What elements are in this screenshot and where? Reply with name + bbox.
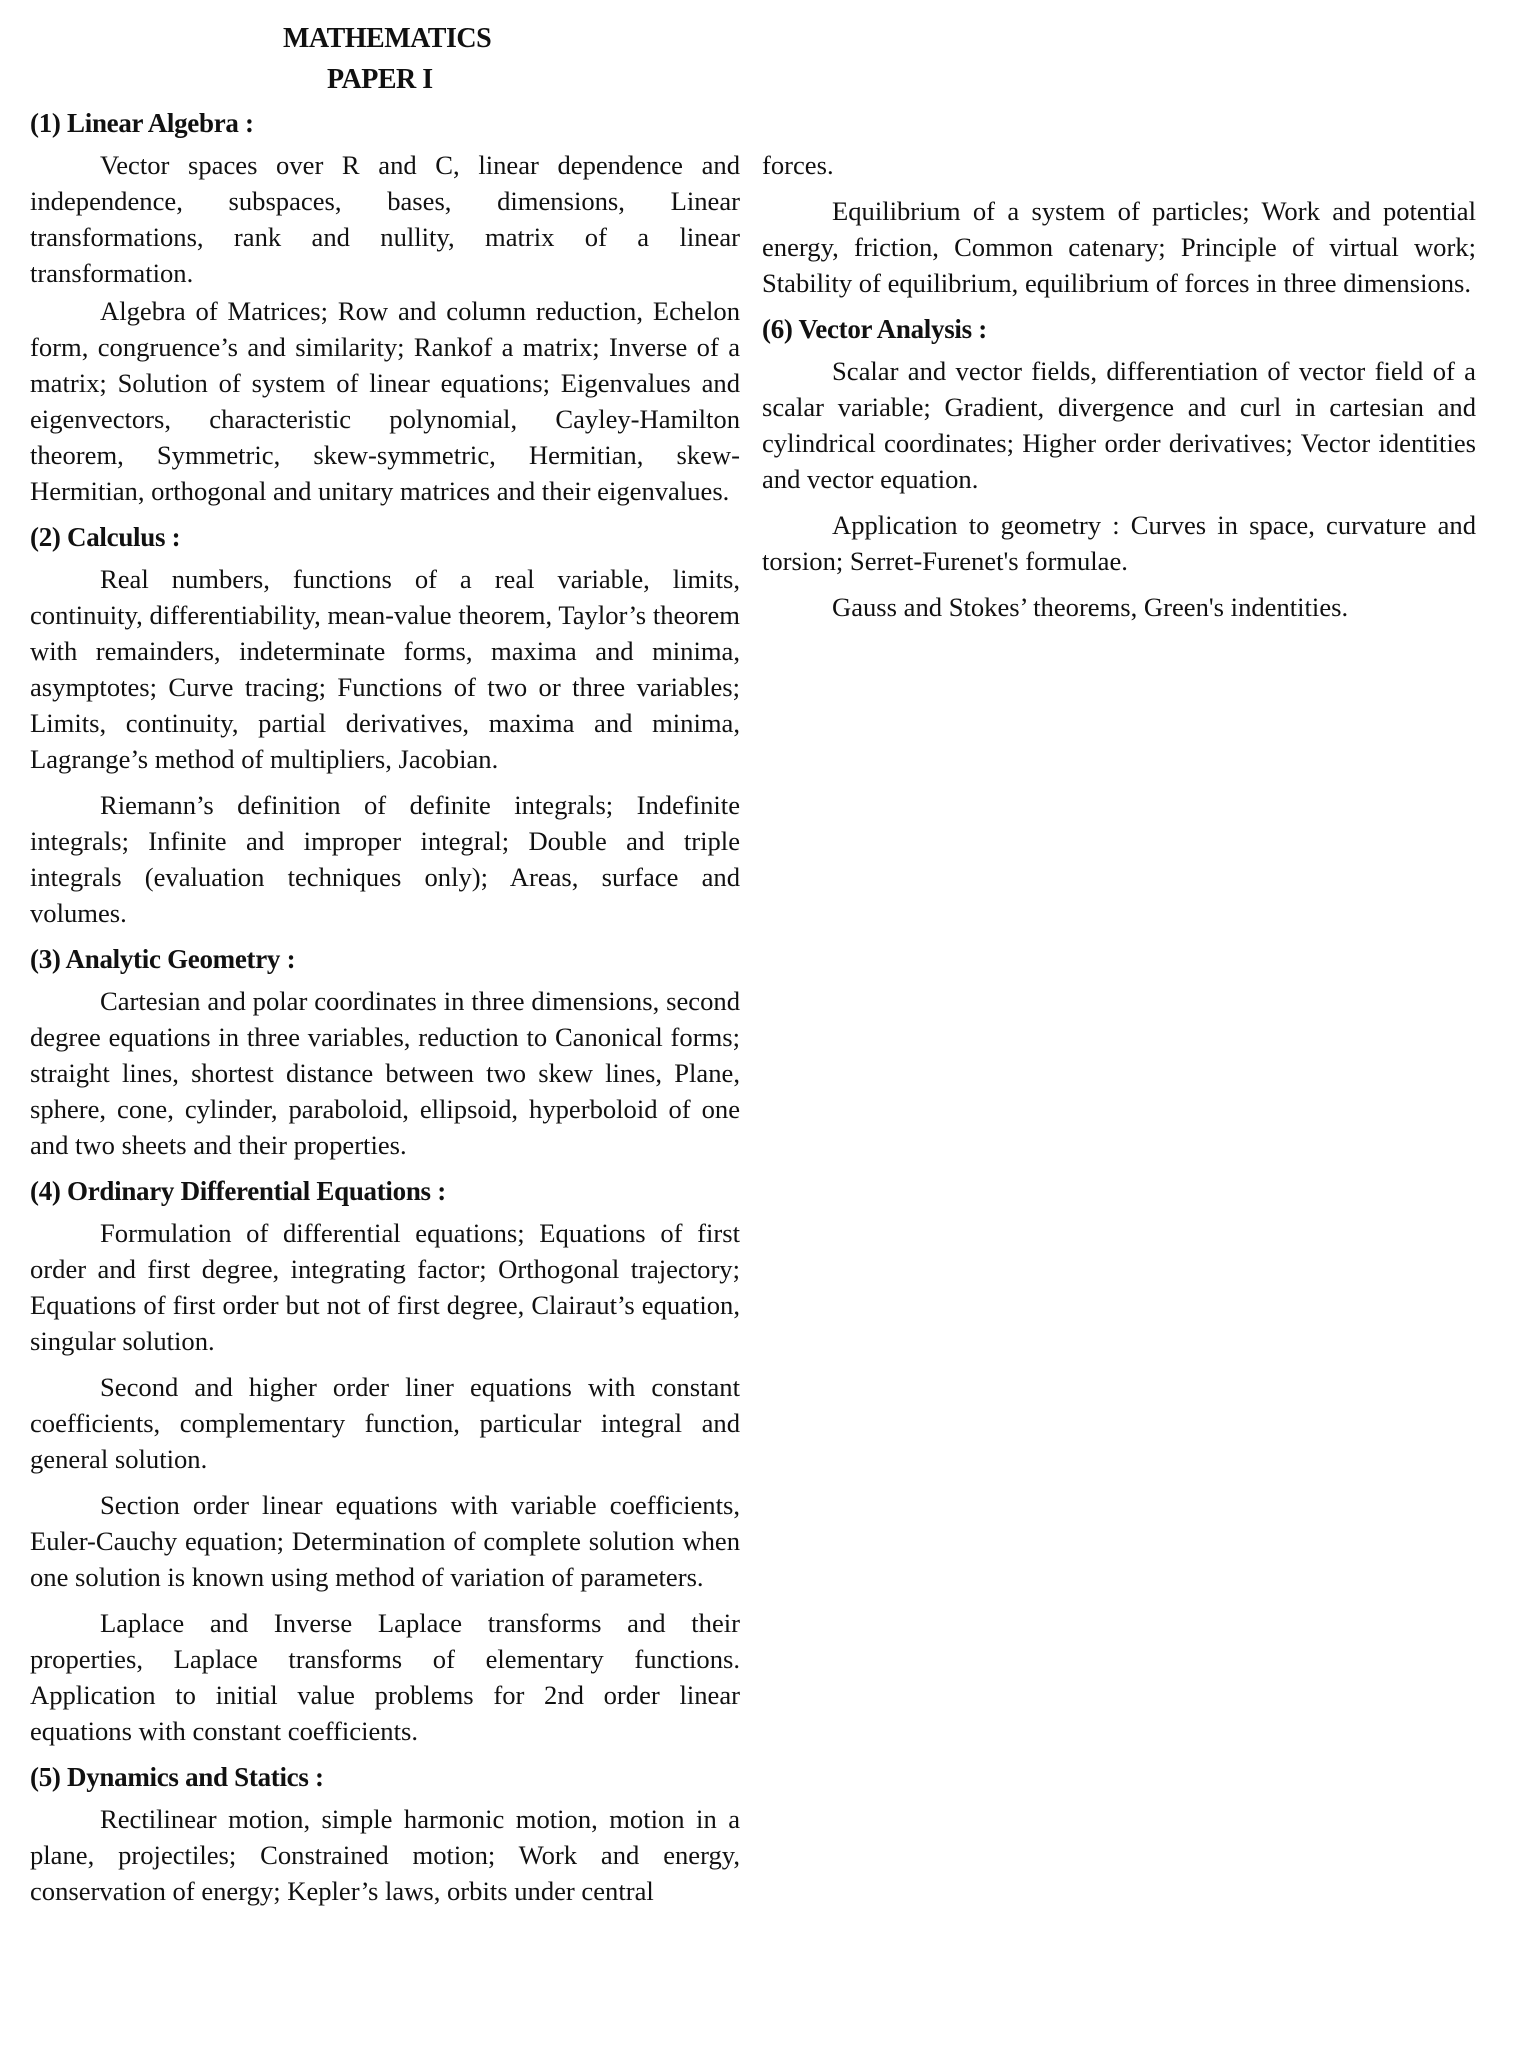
section-calculus (30, 519, 740, 931)
paragraph: Gauss and Stokes’ theorems, Green's indentities. (832, 592, 1349, 622)
section-heading: (1) Linear Algebra : (30, 108, 254, 138)
page-title: MATHEMATICS (283, 23, 492, 54)
continued-text: forces. (762, 150, 834, 180)
paragraph: Real numbers, functions of a real variable, limits, continuity, differentiability, mean-value theorem, Taylor’s theorem with remainders, indeterminate forms, maxima and minima, asymptotes; Curve tracing; Functions of two or three variables; Limits, continuity, partial derivatives, maxima and minima, Lagrange’s method of multipliers, Jacobian. (30, 564, 740, 774)
left-column (30, 105, 740, 1919)
paragraph: Application to geometry : Curves in space, curvature and torsion; Serret-Furenet's formulae. (762, 510, 1476, 576)
section-heading: (3) Analytic Geometry : (30, 944, 296, 974)
section-linear-algebra (30, 105, 740, 509)
section-heading: (6) Vector Analysis : (762, 314, 987, 344)
section-heading: (5) Dynamics and Statics : (30, 1762, 324, 1792)
paragraph: Cartesian and polar coordinates in three dimensions, second degree equations in three variables, reduction to Canonical forms; straight lines, shortest distance between two skew lines, Plane, sphere, cone, cylinder, paraboloid, ellipsoid, hyperboloid of one and two sheets and their properties. (30, 986, 740, 1160)
paragraph: Laplace and Inverse Laplace transforms and their properties, Laplace transforms of elementary functions. Application to initial value problems for 2nd order linear equations with constant coefficients. (30, 1608, 740, 1746)
paragraph: Second and higher order liner equations with constant coefficients, complementary function, particular integral and general solution. (30, 1372, 740, 1474)
paragraph: Formulation of differential equations; Equations of first order and first degree, integrating factor; Orthogonal trajectory; Equations of first order but not of first degree, Clairaut’s equation, singular solution. (30, 1218, 740, 1356)
section-dynamics-and-statics (30, 1759, 740, 1909)
section-ordinary-differential-equations (30, 1173, 740, 1749)
section-analytic-geometry (30, 941, 740, 1163)
section-vector-analysis (762, 311, 1476, 625)
paragraph: Scalar and vector fields, differentiation of vector field of a scalar variable; Gradient, divergence and curl in cartesian and cylindrical coordinates; Higher order derivatives; Vector identities and vector equation. (762, 356, 1476, 494)
paragraph: Riemann’s definition of definite integrals; Indefinite integrals; Infinite and improper integral; Double and triple integrals (evaluation techniques only); Areas, surface and volumes. (30, 790, 740, 928)
paragraph: Equilibrium of a system of particles; Work and potential energy, friction, Common catenary; Principle of virtual work; Stability of equilibrium, equilibrium of forces in three dimensions. (762, 196, 1476, 298)
paragraph: Rectilinear motion, simple harmonic motion, motion in a plane, projectiles; Constrained motion; Work and energy, conservation of energy; Kepler’s laws, orbits under central (30, 1804, 740, 1906)
page-subtitle: PAPER I (327, 64, 433, 95)
paragraph: Section order linear equations with variable coefficients, Euler-Cauchy equation; Determination of complete solution when one solution is known using method of variation of parameters. (30, 1490, 740, 1592)
right-column (762, 147, 1476, 635)
section-heading: (4) Ordinary Differential Equations : (30, 1176, 446, 1206)
section-heading: (2) Calculus : (30, 522, 181, 552)
paragraph: Vector spaces over R and C, linear dependence and independence, subspaces, bases, dimensions, Linear transformations, rank and nullity, matrix of a linear transformation. (30, 150, 740, 288)
paragraph: Algebra of Matrices; Row and column reduction, Echelon form, congruence’s and similarity; Rankof a matrix; Inverse of a matrix; Solution of system of linear equations; Eigenvalues and eigenvectors, characteristic polynomial, Cayley-Hamilton theorem, Symmetric, skew-symmetric, Hermitian, skew-Hermitian, orthogonal and unitary matrices and their eigenvalues. (30, 296, 740, 506)
